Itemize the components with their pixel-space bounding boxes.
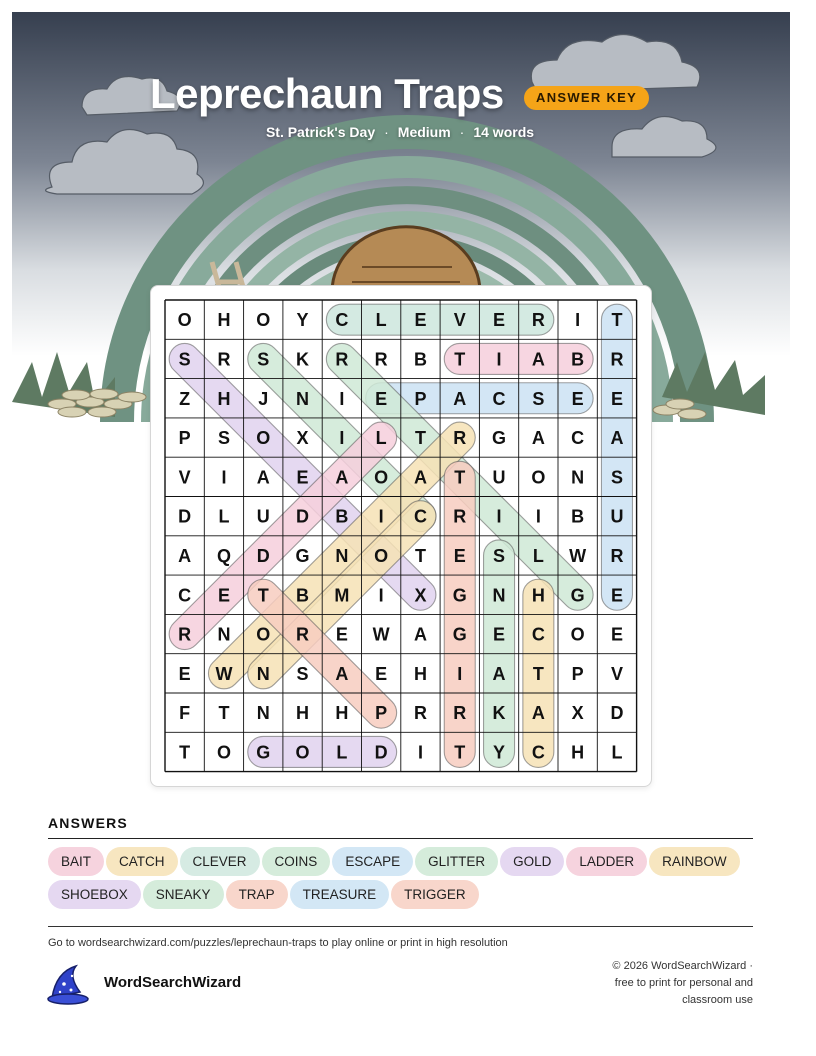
grid-cell-letter: E bbox=[453, 545, 466, 566]
answer-chip-sneaky: SNEAKY bbox=[143, 880, 224, 909]
grid-cell-letter: P bbox=[414, 388, 427, 409]
grid-cell-letter: V bbox=[610, 663, 623, 684]
grid-cell-letter: A bbox=[531, 428, 545, 449]
grid-cell-letter: A bbox=[531, 349, 545, 370]
grid-cell-letter: I bbox=[339, 388, 345, 409]
copyright-line: classroom use bbox=[682, 994, 753, 1006]
grid-cell-letter: P bbox=[571, 663, 584, 684]
grid-cell-letter: L bbox=[532, 545, 544, 566]
grid-cell-letter: O bbox=[570, 624, 585, 645]
grid-cell-letter: T bbox=[257, 585, 269, 606]
grid-cell-letter: S bbox=[257, 349, 270, 370]
grid-cell-letter: R bbox=[296, 624, 310, 645]
copyright-notice bbox=[553, 958, 753, 1009]
answer-chip-clever: CLEVER bbox=[180, 847, 260, 876]
grid-cell-letter: L bbox=[375, 428, 387, 449]
grid-cell-letter: C bbox=[531, 742, 545, 763]
grid-cell-letter: I bbox=[496, 349, 502, 370]
grid-cell-letter: A bbox=[610, 428, 624, 449]
grid-cell-letter: U bbox=[256, 506, 270, 527]
grid-cell-letter: C bbox=[492, 388, 506, 409]
grid-cell-letter: R bbox=[610, 349, 624, 370]
grid-cell-letter: H bbox=[531, 585, 545, 606]
grid-cell-letter: X bbox=[296, 428, 309, 449]
grid-cell-letter: E bbox=[493, 624, 506, 645]
word-search-grid-card bbox=[150, 285, 652, 787]
answer-key-badge: ANSWER KEY bbox=[524, 86, 649, 110]
grid-cell-letter: P bbox=[375, 703, 388, 724]
grid-cell-letter: V bbox=[453, 310, 466, 331]
grid-cell-letter: A bbox=[413, 467, 427, 488]
grid-cell-letter: E bbox=[414, 310, 427, 331]
grid-cell-letter: G bbox=[452, 585, 467, 606]
grid-cell-letter: H bbox=[217, 310, 231, 331]
grid-cell-letter: D bbox=[374, 742, 388, 763]
wizard-hat-icon bbox=[46, 962, 92, 1006]
grid-cell-letter: W bbox=[569, 545, 587, 566]
grid-cell-letter: G bbox=[256, 742, 271, 763]
grid-cell-letter: S bbox=[532, 388, 545, 409]
grid-cell-letter: E bbox=[493, 310, 506, 331]
grid-cell-letter: N bbox=[256, 663, 270, 684]
answers-heading: ANSWERS bbox=[48, 815, 128, 831]
divider bbox=[48, 838, 753, 839]
grid-cell-letter: O bbox=[256, 310, 271, 331]
grid-cell-letter: N bbox=[296, 388, 310, 409]
grid-cell-letter: B bbox=[296, 585, 310, 606]
grid-cell-letter: T bbox=[611, 310, 623, 331]
grid-cell-letter: A bbox=[492, 663, 506, 684]
grid-cell-letter: A bbox=[178, 545, 192, 566]
title-row bbox=[0, 70, 800, 122]
difficulty-label: Medium bbox=[397, 124, 451, 140]
grid-cell-letter: T bbox=[532, 663, 544, 684]
answer-chip-coins: COINS bbox=[262, 847, 331, 876]
grid-cell-letter: R bbox=[217, 349, 231, 370]
grid-cell-letter: R bbox=[374, 349, 388, 370]
grid-cell-letter: S bbox=[178, 349, 191, 370]
grid-cell-letter: J bbox=[258, 388, 269, 409]
page-title: Leprechaun Traps bbox=[150, 70, 504, 117]
word-search-grid bbox=[151, 286, 651, 786]
grid-cell-letter: R bbox=[610, 545, 624, 566]
grid-cell-letter: T bbox=[414, 428, 426, 449]
grid-cell-letter: L bbox=[375, 310, 387, 331]
grid-cell-letter: U bbox=[492, 467, 506, 488]
grid-cell-letter: R bbox=[453, 428, 467, 449]
grid-cell-letter: L bbox=[218, 506, 230, 527]
grid-cell-letter: E bbox=[375, 388, 388, 409]
grid-cell-letter: L bbox=[611, 742, 623, 763]
grid-cell-letter: D bbox=[296, 506, 310, 527]
grid-cell-letter: L bbox=[336, 742, 348, 763]
grid-cell-letter: I bbox=[457, 663, 463, 684]
grid-cell-letter: B bbox=[335, 506, 349, 527]
grid-cell-letter: E bbox=[296, 467, 309, 488]
grid-cell-letter: T bbox=[179, 742, 191, 763]
grid-cell-letter: R bbox=[453, 703, 467, 724]
grid-cell-letter: I bbox=[496, 506, 502, 527]
grid-cell-letter: T bbox=[454, 742, 466, 763]
grid-cell-letter: R bbox=[453, 506, 467, 527]
grid-cell-letter: O bbox=[256, 624, 271, 645]
grid-cell-letter: S bbox=[610, 467, 623, 488]
play-online-link[interactable]: Go to wordsearchwizard.com/puzzles/leprechaun-traps to play online or print in high resolution bbox=[48, 937, 508, 949]
divider bbox=[48, 926, 753, 927]
grid-cell-letter: V bbox=[178, 467, 191, 488]
grid-cell-letter: E bbox=[610, 388, 623, 409]
grid-cell-letter: I bbox=[575, 310, 581, 331]
grid-cell-letter: G bbox=[492, 428, 507, 449]
grid-cell-letter: A bbox=[531, 703, 545, 724]
grid-cell-letter: R bbox=[531, 310, 545, 331]
grid-cell-letter: C bbox=[178, 585, 192, 606]
grid-cell-letter: S bbox=[217, 428, 230, 449]
grid-cell-letter: B bbox=[413, 349, 427, 370]
grid-cell-letter: A bbox=[256, 467, 270, 488]
grid-cell-letter: A bbox=[335, 663, 349, 684]
grid-cell-letter: A bbox=[453, 388, 467, 409]
grid-cell-letter: R bbox=[413, 703, 427, 724]
grid-cell-letter: U bbox=[610, 506, 624, 527]
grid-cell-letter: T bbox=[218, 703, 230, 724]
grid-cell-letter: Y bbox=[493, 742, 506, 763]
grid-cell-letter: K bbox=[296, 349, 310, 370]
grid-cell-letter: I bbox=[378, 506, 384, 527]
grid-cell-letter: Z bbox=[179, 388, 191, 409]
grid-cell-letter: C bbox=[531, 624, 545, 645]
answer-chip-bait: BAIT bbox=[48, 847, 104, 876]
puzzle-meta bbox=[0, 124, 800, 140]
grid-cell-letter: K bbox=[492, 703, 506, 724]
answer-chip-ladder: LADDER bbox=[566, 847, 647, 876]
grid-cell-letter: I bbox=[221, 467, 227, 488]
answer-chip-treasure: TREASURE bbox=[290, 880, 390, 909]
grid-cell-letter: M bbox=[334, 585, 350, 606]
grid-cell-letter: E bbox=[610, 585, 623, 606]
grid-cell-letter: A bbox=[413, 624, 427, 645]
grid-cell-letter: O bbox=[374, 467, 389, 488]
grid-cell-letter: R bbox=[335, 349, 349, 370]
copyright-line: © 2026 WordSearchWizard · bbox=[612, 960, 753, 972]
answer-chip-glitter: GLITTER bbox=[415, 847, 498, 876]
grid-cell-letter: N bbox=[335, 545, 349, 566]
grid-cell-letter: D bbox=[256, 545, 270, 566]
word-count-label: 14 words bbox=[473, 124, 535, 140]
grid-cell-letter: E bbox=[335, 624, 348, 645]
grid-cell-letter: E bbox=[178, 663, 191, 684]
grid-cell-letter: G bbox=[452, 624, 467, 645]
grid-cell-letter: C bbox=[413, 506, 427, 527]
grid-cell-letter: S bbox=[296, 663, 309, 684]
copyright-line: free to print for personal and bbox=[614, 977, 753, 989]
theme-label: St. Patrick's Day bbox=[265, 124, 376, 140]
grid-cell-letter: O bbox=[177, 310, 192, 331]
grid-cell-letter: N bbox=[256, 703, 270, 724]
answer-word-list bbox=[48, 847, 753, 913]
grid-cell-letter: W bbox=[372, 624, 390, 645]
grid-cell-letter: I bbox=[535, 506, 541, 527]
brand-name: WordSearchWizard bbox=[104, 974, 242, 991]
grid-cell-letter: H bbox=[296, 703, 310, 724]
grid-cell-letter: I bbox=[339, 428, 345, 449]
answer-chip-trap: TRAP bbox=[226, 880, 288, 909]
grid-cell-letter: C bbox=[571, 428, 585, 449]
grid-cell-letter: A bbox=[335, 467, 349, 488]
grid-cell-letter: R bbox=[178, 624, 192, 645]
grid-cell-letter: O bbox=[531, 467, 546, 488]
grid-cell-letter: Y bbox=[296, 310, 309, 331]
grid-cell-letter: E bbox=[375, 663, 388, 684]
answer-chip-gold: GOLD bbox=[500, 847, 564, 876]
grid-cell-letter: P bbox=[178, 428, 191, 449]
grid-cell-letter: W bbox=[215, 663, 233, 684]
grid-cell-letter: B bbox=[571, 506, 585, 527]
grid-cell-letter: E bbox=[217, 585, 230, 606]
answer-chip-rainbow: RAINBOW bbox=[649, 847, 740, 876]
grid-cell-letter: B bbox=[571, 349, 585, 370]
grid-cell-letter: H bbox=[413, 663, 427, 684]
separator-dot: · bbox=[459, 124, 465, 140]
answer-chip-catch: CATCH bbox=[106, 847, 178, 876]
grid-cell-letter: I bbox=[417, 742, 423, 763]
grid-cell-letter: T bbox=[414, 545, 426, 566]
grid-cell-letter: H bbox=[571, 742, 585, 763]
grid-cell-letter: X bbox=[571, 703, 584, 724]
grid-cell-letter: F bbox=[179, 703, 191, 724]
grid-cell-letter: N bbox=[492, 585, 506, 606]
answer-chip-escape: ESCAPE bbox=[332, 847, 413, 876]
grid-cell-letter: O bbox=[295, 742, 310, 763]
grid-cell-letter: N bbox=[571, 467, 585, 488]
grid-cell-letter: Q bbox=[216, 545, 231, 566]
grid-cell-letter: H bbox=[217, 388, 231, 409]
answer-chip-trigger: TRIGGER bbox=[391, 880, 479, 909]
grid-cell-letter: S bbox=[493, 545, 506, 566]
grid-cell-letter: O bbox=[256, 428, 271, 449]
grid-cell-letter: G bbox=[570, 585, 585, 606]
answer-chip-shoebox: SHOEBOX bbox=[48, 880, 141, 909]
grid-cell-letter: E bbox=[610, 624, 623, 645]
grid-cell-letter: X bbox=[414, 585, 427, 606]
grid-cell-letter: D bbox=[178, 506, 192, 527]
grid-cell-letter: C bbox=[335, 310, 349, 331]
grid-cell-letter: T bbox=[454, 349, 466, 370]
grid-cell-letter: T bbox=[454, 467, 466, 488]
grid-cell-letter: G bbox=[295, 545, 310, 566]
grid-cell-letter: N bbox=[217, 624, 231, 645]
grid-cell-letter: O bbox=[374, 545, 389, 566]
grid-cell-letter: O bbox=[216, 742, 231, 763]
grid-cell-letter: E bbox=[571, 388, 584, 409]
grid-cell-letter: I bbox=[378, 585, 384, 606]
grid-cell-letter: D bbox=[610, 703, 624, 724]
separator-dot: · bbox=[384, 124, 389, 140]
grid-cell-letter: H bbox=[335, 703, 349, 724]
